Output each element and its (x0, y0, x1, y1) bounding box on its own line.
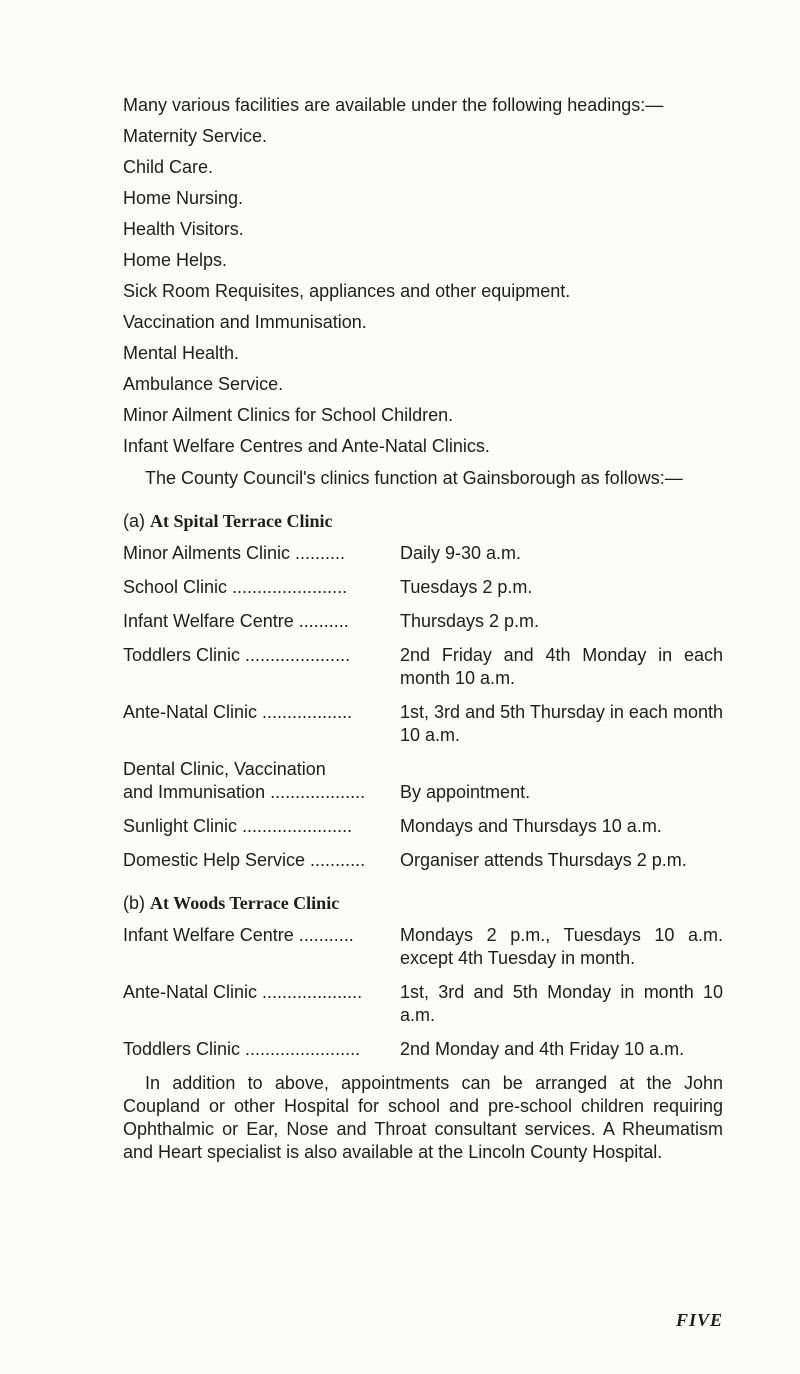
clinic-time: Mondays and Thursdays 10 a.m. (400, 816, 662, 836)
schedule-row (123, 1038, 723, 1061)
clinic-time: 1st, 3rd and 5th Thursday in each month 10 a.m. (400, 702, 723, 745)
clinic-label: Sunlight Clinic ...................... (123, 816, 353, 836)
facility-heading: Infant Welfare Centres and Ante-Natal Clinics. (123, 436, 490, 456)
clinic-time: 2nd Friday and 4th Monday in each month 10 a.m. (400, 645, 723, 688)
facility-heading: Child Care. (123, 157, 214, 177)
schedule-row (123, 758, 723, 804)
facility-heading: Health Visitors. (123, 219, 244, 239)
schedule-row (123, 644, 723, 690)
schedule-row (123, 981, 723, 1027)
clinic-label: School Clinic ....................... (123, 577, 348, 597)
clinic-label: Ante-Natal Clinic .................... (123, 982, 363, 1002)
clinic-time: Tuesdays 2 p.m. (400, 577, 533, 597)
section-b-marker: (b) (123, 893, 145, 913)
schedule-row (123, 849, 723, 872)
section-a-marker: (a) (123, 511, 145, 531)
schedule-row (123, 701, 723, 747)
clinic-time: Thursdays 2 p.m. (400, 611, 540, 631)
facility-headings-list (123, 125, 723, 458)
clinic-label: Toddlers Clinic ..................... (123, 645, 351, 665)
intro-paragraph: Many various facilities are available under the following headings:— (123, 95, 664, 115)
clinic-time: Organiser attends Thursdays 2 p.m. (400, 850, 687, 870)
section-b-heading: At Woods Terrace Clinic (150, 893, 340, 913)
clinic-label: Domestic Help Service ........... (123, 850, 366, 870)
clinic-time: 1st, 3rd and 5th Monday in month 10 a.m. (400, 982, 723, 1025)
facility-heading: Ambulance Service. (123, 374, 284, 394)
facility-heading: Vaccination and Immunisation. (123, 312, 367, 332)
facility-heading: Maternity Service. (123, 126, 268, 146)
clinic-time: By appointment. (400, 782, 531, 802)
clinic-label: Ante-Natal Clinic .................. (123, 702, 353, 722)
facility-heading: Minor Ailment Clinics for School Children. (123, 405, 454, 425)
clinic-label: Toddlers Clinic ....................... (123, 1039, 361, 1059)
clinic-label: Infant Welfare Centre ........... (123, 925, 354, 945)
facility-heading: Home Nursing. (123, 188, 244, 208)
facility-heading: Mental Health. (123, 343, 240, 363)
clinic-label: Infant Welfare Centre .......... (123, 611, 349, 631)
clinic-time: 2nd Monday and 4th Friday 10 a.m. (400, 1039, 685, 1059)
clinic-time: Mondays 2 p.m., Tuesdays 10 a.m. except 4th Tuesday in month. (400, 925, 723, 968)
clinic-label: Dental Clinic, Vaccination (123, 759, 326, 779)
page-content (123, 94, 723, 1164)
closing-paragraph: In addition to above, appointments can be arranged at the John Coupland or other Hospital for school and pre-school children requiring Ophthalmic or Ear, Nose and Throat consultant services. A Rheumatism and Heart specialist is also available at the Lincoln County Hospital. (123, 1073, 723, 1162)
schedule-row (123, 610, 723, 633)
page-number: FIVE (675, 1310, 723, 1330)
clinic-label: Minor Ailments Clinic .......... (123, 543, 346, 563)
section-b-title (123, 892, 723, 915)
county-paragraph: The County Council's clinics function at Gainsborough as follows:— (145, 468, 683, 488)
clinic-label-block (123, 758, 400, 804)
section-a-heading: At Spital Terrace Clinic (150, 511, 333, 531)
schedule-row (123, 542, 723, 565)
schedule-row (123, 576, 723, 599)
facility-heading: Home Helps. (123, 250, 228, 270)
facility-heading: Sick Room Requisites, appliances and other equipment. (123, 281, 571, 301)
section-a-title (123, 510, 723, 533)
schedule-row (123, 924, 723, 970)
clinic-label: and Immunisation ................... (123, 782, 366, 802)
schedule-row (123, 815, 723, 838)
clinic-time: Daily 9-30 a.m. (400, 543, 522, 563)
